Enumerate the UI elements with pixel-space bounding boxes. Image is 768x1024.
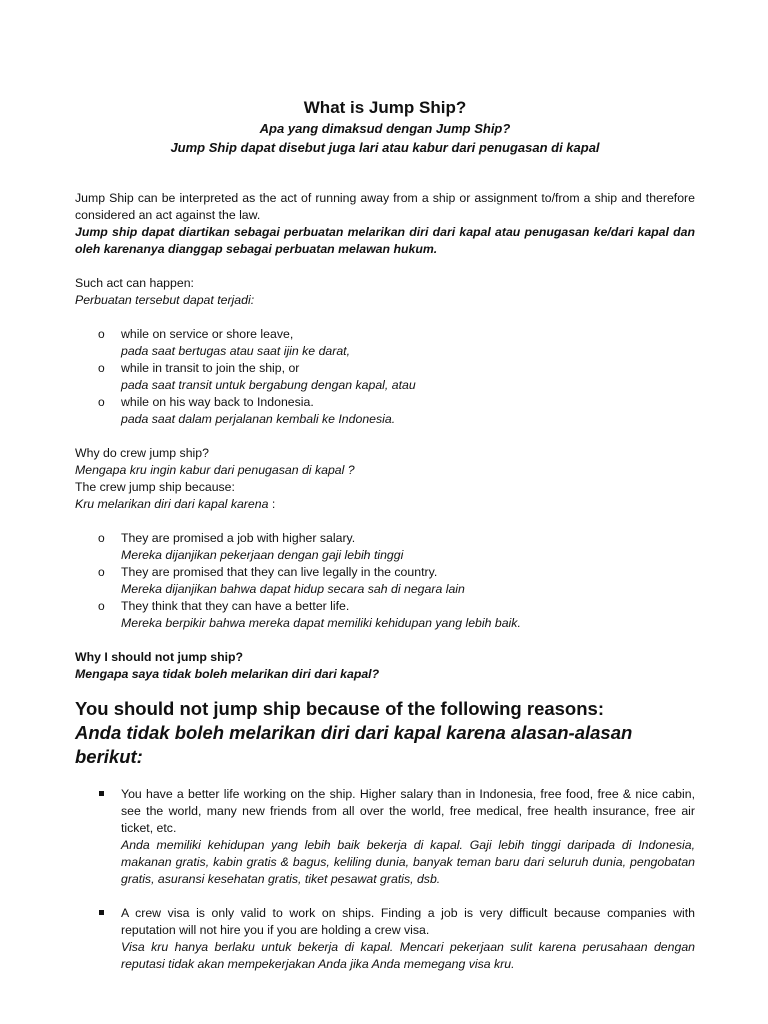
circle-bullet-icon: o <box>98 599 105 613</box>
reason-english: They are promised a job with higher salary. <box>121 531 356 545</box>
points-list <box>75 786 695 973</box>
subtitle-question: Apa yang dimaksud dengan Jump Ship? <box>259 121 511 136</box>
reasons-heading-english: You should not jump ship because of the following reasons: <box>75 698 604 719</box>
occasion-indonesian: pada saat bertugas atau saat ijin ke darat, <box>121 344 351 358</box>
circle-bullet-icon: o <box>98 531 105 545</box>
subtitle-definition: Jump Ship dapat disebut juga lari atau kabur dari penugasan di kapal <box>170 140 600 155</box>
reason-indonesian: Mereka dijanjikan bahwa dapat hidup secara sah di negara lain <box>121 582 465 596</box>
reason-english: They think that they can have a better life. <box>121 599 350 613</box>
point-english: A crew visa is only valid to work on ships. Finding a job is very difficult because companies with reputation will not hire you if you are holding a crew visa. <box>121 906 695 937</box>
list-item <box>75 786 695 888</box>
occasions-list <box>75 326 695 428</box>
because-indonesian-line <box>75 496 695 513</box>
intro-indonesian: Jump ship dapat diartikan sebagai perbuatan melarikan diri dari kapal atau penugasan ke/dari kapal dan oleh karenanya dianggap sebagai perbuatan melawan hukum. <box>75 225 695 256</box>
why-not-english: Why I should not jump ship? <box>75 650 244 664</box>
reason-indonesian: Mereka dijanjikan pekerjaan dengan gaji lebih tinggi <box>121 548 404 562</box>
occasion-english: while on his way back to Indonesia. <box>121 395 314 409</box>
list-item <box>75 360 695 394</box>
list-item <box>75 905 695 973</box>
title-block <box>75 0 695 157</box>
list-item <box>75 598 695 632</box>
reason-indonesian: Mereka berpikir bahwa mereka dapat memiliki kehidupan yang lebih baik. <box>121 616 521 630</box>
square-bullet-icon <box>99 791 104 796</box>
occasion-indonesian: pada saat transit untuk bergabung dengan kapal, atau <box>121 378 416 392</box>
square-bullet-icon <box>99 910 104 915</box>
point-english: You have a better life working on the ship. Higher salary than in Indonesia, free food, free & nice cabin, see the world, many new friends from all over the world, free medical, free health insurance, free air ticket, etc. <box>121 787 695 835</box>
occasion-english: while in transit to join the ship, or <box>121 361 300 375</box>
why-not-indonesian: Mengapa saya tidak boleh melarikan diri dari kapal? <box>75 667 380 681</box>
list-item <box>75 394 695 428</box>
list-item <box>75 564 695 598</box>
occasion-english: while on service or shore leave, <box>121 327 294 341</box>
point-indonesian: Visa kru hanya berlaku untuk bekerja di kapal. Mencari pekerjaan sulit karena perusahaan dengan reputasi tidak akan mempekerjakan Anda jika Anda memegang visa kru. <box>121 940 695 971</box>
list-item <box>75 326 695 360</box>
circle-bullet-icon: o <box>98 361 105 375</box>
list-item <box>75 530 695 564</box>
point-indonesian: Anda memiliki kehidupan yang lebih baik bekerja di kapal. Gaji lebih tinggi daripada di Indonesia, makanan gratis, kabin gratis & bagus, keliling dunia, banyak teman baru dari seluruh dunia, pengobatan gratis, asuransi kesehatan gratis, tiket pesawat gratis, dsb. <box>121 838 695 886</box>
reason-english: They are promised that they can live legally in the country. <box>121 565 438 579</box>
such-act-english: Such act can happen: <box>75 276 194 290</box>
intro-english: Jump Ship can be interpreted as the act of running away from a ship or assignment to/from a ship and therefore considered an act against the law. <box>75 191 695 222</box>
because-colon: : <box>271 497 276 511</box>
circle-bullet-icon: o <box>98 395 105 409</box>
because-english: The crew jump ship because: <box>75 480 235 494</box>
such-act-indonesian: Perbuatan tersebut dapat terjadi: <box>75 293 255 307</box>
occasion-indonesian: pada saat dalam perjalanan kembali ke Indonesia. <box>121 412 396 426</box>
intro-section <box>75 190 695 258</box>
reasons-heading-indonesian: Anda tidak boleh melarikan diri dari kapal karena alasan-alasan berikut: <box>75 722 633 767</box>
document-body <box>75 190 695 973</box>
why-question-indonesian: Mengapa kru ingin kabur dari penugasan di kapal ? <box>75 463 355 477</box>
page-title: What is Jump Ship? <box>303 98 467 117</box>
circle-bullet-icon: o <box>98 327 105 341</box>
reasons-list <box>75 530 695 632</box>
because-indonesian: Kru melarikan diri dari kapal karena <box>75 497 269 511</box>
why-question-english: Why do crew jump ship? <box>75 446 209 460</box>
circle-bullet-icon: o <box>98 565 105 579</box>
